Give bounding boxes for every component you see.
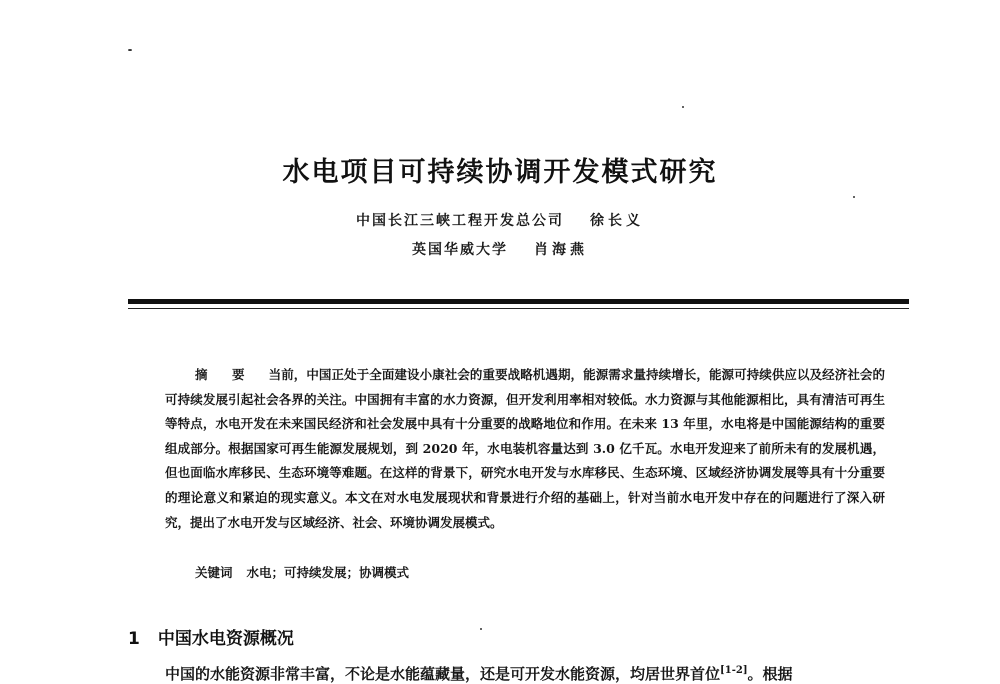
abstract-label: 摘 要: [195, 367, 255, 382]
author-line-2: [0, 239, 1000, 259]
scan-speck: [853, 196, 855, 198]
body-first-line-tail: 。根据: [747, 665, 793, 683]
author-affiliation: 中国长江三峡工程开发总公司: [356, 213, 564, 229]
citation: [1-2]: [720, 665, 748, 676]
author-name: 肖海燕: [534, 242, 588, 258]
author-name: 徐长义: [590, 213, 644, 229]
scan-speck: [682, 106, 684, 108]
body-first-line: 中国的水能资源非常丰富，不论是水能蕴藏量，还是可开发水能资源，均居世界首位: [165, 665, 721, 683]
abstract-text: 当前，中国正处于全面建设小康社会的重要战略机遇期，能源需求量持续增长，能源可持续供应以及经济社会的可持续发展引起社会各界的关注。中国拥有丰富的水力资源，但开发利用率相对较低。水力资源与其他能源相比，具有清洁可再生等特点，水电开发在未来国民经济和社会发展中具有十分重要的战略地位和作用。在未来 13 年里，水电将是中国能源结构的重要组成部分。根据国家可再生能源发展规划，到 2020 年，水电装机容量达到 3.0 亿千瓦。水电开发迎来了前所未有的发展机遇，但也面临水库移民、生态环境等难题。在这样的背景下，研究水电开发与水库移民、生态环境、区域经济协调发展等具有十分重要的理论意义和紧迫的现实意义。本文在对水电发展现状和背景进行介绍的基础上，针对当前水电开发中存在的问题进行了深入研究，提出了水电开发与区域经济、社会、环境协调发展模式。: [165, 367, 885, 530]
header-rule-thin: [128, 308, 909, 309]
section-heading: [128, 624, 294, 649]
header-rule-thick: [128, 299, 909, 304]
paper-title: 水电项目可持续协调开发模式研究: [282, 157, 718, 188]
section-number: 1: [128, 629, 140, 649]
section-title: 中国水电资源概况: [157, 629, 294, 649]
keywords-label: 关键词: [195, 565, 233, 580]
abstract: [165, 363, 885, 535]
scan-speck: [480, 628, 482, 630]
scan-speck: [128, 49, 132, 51]
author-affiliation: 英国华威大学: [412, 242, 508, 258]
body-text: [165, 663, 925, 684]
keywords-text: 水电；可持续发展；协调模式: [246, 565, 410, 580]
keywords: [195, 563, 409, 581]
author-line-1: [0, 210, 1000, 230]
